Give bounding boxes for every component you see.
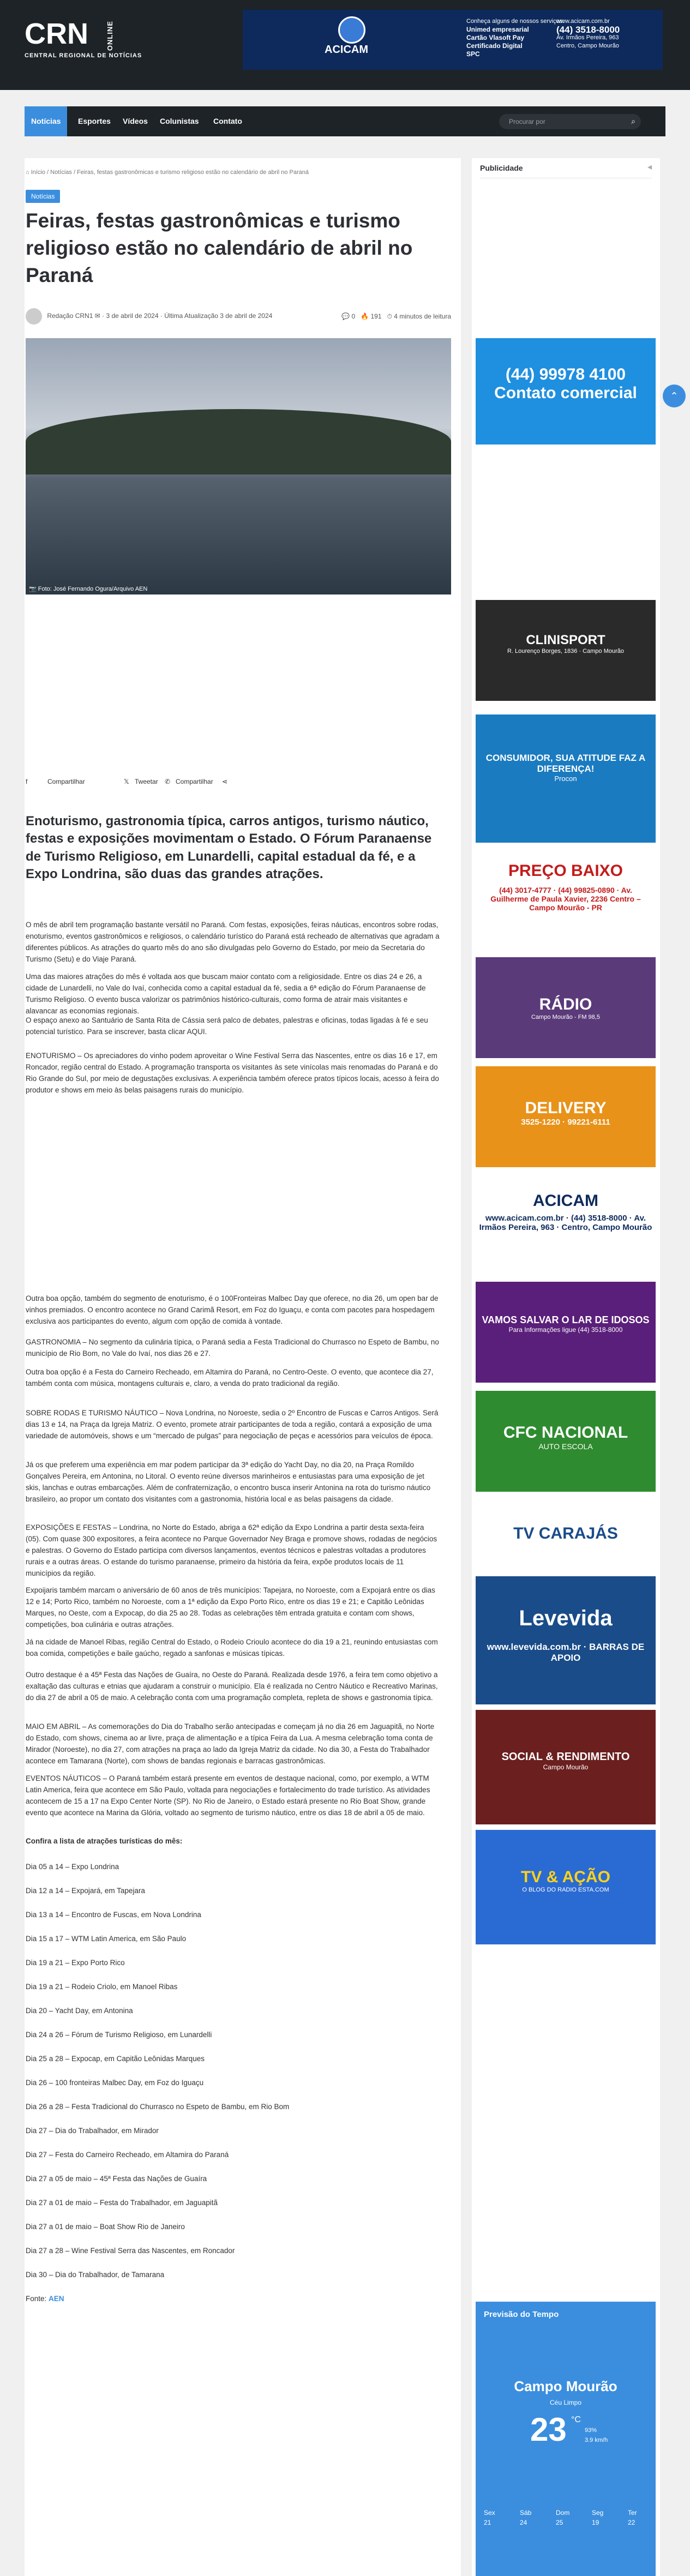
- ad-delivery[interactable]: DELIVERY 3525-1220 · 99221-6111: [476, 1066, 656, 1167]
- source-label: Fonte:: [26, 2295, 47, 2303]
- article-column: [25, 158, 461, 2576]
- ad-tv-acao[interactable]: TV & AÇÃO O BLOG DO RADIO ESTA.COM: [476, 1830, 656, 1944]
- sidebar-title: Publicidade: [480, 164, 523, 172]
- paragraph: SOBRE RODAS E TURISMO NÁUTICO – Nova Londrina, no Noroeste, sedia o 2º Encontro de Fuscas e Carros Antigos. Será dias 13 e 14, na Praça da Igreja Matriz. O evento, promete atrair participantes de toda a região, contará a exposição de uma variedade de automóveis, shows e um “mercado de pulgas” para negociação de peças e acessórios para veículos de época.: [26, 1409, 439, 1440]
- ad-clinisport[interactable]: CLINISPORT R. Lourenço Borges, 1836 · Campo Mourão: [476, 600, 656, 701]
- list-item: Dia 27 a 28 – Wine Festival Serra das Nascentes, em Roncador: [26, 2247, 235, 2255]
- list-item: Dia 26 a 28 – Festa Tradicional do Churrasco no Espeto de Bambu, em Rio Bom: [26, 2103, 290, 2111]
- nav-contato[interactable]: Contato: [213, 117, 242, 125]
- image-hills: [26, 409, 451, 475]
- breadcrumb[interactable]: ⌂ Início / Notícias / Feiras, festas gastronômicas e turismo religioso estão no calendário de abril no Paraná: [26, 169, 309, 176]
- scroll-to-top-icon[interactable]: ⌃: [663, 385, 686, 407]
- post-updated: Última Atualização 3 de abril de 2024: [164, 312, 273, 320]
- author-name[interactable]: Redação CRN1: [47, 312, 93, 320]
- share-facebook-button[interactable]: Compartilhar: [47, 778, 85, 785]
- ad-acicam[interactable]: ACICAM www.acicam.com.br · (44) 3518-8000 · Av. Irmãos Pereira, 963 · Centro, Campo Mourão: [476, 1175, 656, 1276]
- list-item: Dia 13 a 14 – Encontro de Fuscas, em Nova Londrina: [26, 1911, 201, 1919]
- twitter-icon[interactable]: 𝕏: [124, 778, 129, 785]
- nav-colunistas[interactable]: Colunistas: [160, 117, 199, 125]
- ad-contato-comercial[interactable]: (44) 99978 4100 Contato comercial: [476, 338, 656, 445]
- list-item: Dia 27 a 01 de maio – Boat Show Rio de Janeiro: [26, 2223, 185, 2231]
- site-header: [0, 0, 690, 90]
- list-item: Dia 19 a 21 – Rodeio Criolo, em Manoel Ribas: [26, 1983, 178, 1991]
- featured-image: [26, 338, 451, 595]
- paragraph: Já os que preferem uma experiência em mar podem participar da 3ª edição do Yacht Day, no dia 20, na Praça Romildo Gonçalves Pereira, em Antonina, no Litoral. O evento reúne diversos marinheiros e entusiastas para uma exposição de jet skis, lanchas e outras embarcações. Além de confraternização, o encontro busca inserir Antonina na rota do turismo náutico brasileiro, ao propor um contato dos visitantes com a gastronomia, história local e as belas paisagens da cidade.: [26, 1461, 431, 1503]
- logo-main: CRN: [25, 17, 88, 50]
- ad-lar-idosos[interactable]: VAMOS SALVAR O LAR DE IDOSOS Para Informações ligue (44) 3518-8000: [476, 1282, 656, 1383]
- list-item: Dia 25 a 28 – Expocap, em Capitão Leônidas Marques: [26, 2055, 205, 2063]
- category-badge[interactable]: Notícias: [26, 190, 60, 203]
- share-icon[interactable]: ⋖: [222, 778, 228, 785]
- main-nav: [25, 106, 665, 136]
- paragraph: Uma das maiores atrações do mês é voltada aos que buscam maior contato com a religiosidade. Entre os dias 24 e 26, a cidade de Lunardelli, no Vale do Ivaí, conhecida como a capital estadual da fé, sedia a 6ª edição do Fórum Paranaense de Turismo Religioso. O evento busca valorizar os patrimônios histórico-culturais, como forma de atrair mais visitantes e alavancar as economias regionais.: [26, 972, 426, 1015]
- list-item: Dia 26 – 100 fronteiras Malbec Day, em Foz do Iguaçu: [26, 2079, 204, 2087]
- list-item: Dia 20 – Yacht Day, em Antonina: [26, 2007, 133, 2015]
- list-item: Dia 30 – Dia do Trabalhador, de Tamarana: [26, 2271, 165, 2279]
- list-item: Dia 12 a 14 – Expojará, em Tapejara: [26, 1887, 145, 1895]
- paragraph: Outra boa opção, também do segmento de enoturismo, é o 100Fronteiras Malbec Day que oferece, no dia 26, um open bar de vinhos premiados. O encontro acontece no Grand Carimã Resort, em Foz do Iguaçu, e conta com pacotes para hospedagem exclusiva aos participantes do evento, algum com opção de comida à vontade.: [26, 1294, 439, 1325]
- post-date: 3 de abril de 2024: [106, 312, 159, 320]
- nav-noticias[interactable]: Notícias: [25, 106, 67, 136]
- ad-cfc-nacional[interactable]: CFC NACIONAL AUTO ESCOLA: [476, 1391, 656, 1492]
- logo-tagline: CENTRAL REGIONAL DE NOTÍCIAS: [25, 52, 142, 59]
- author-avatar[interactable]: [26, 308, 42, 325]
- list-item: Dia 27 a 05 de maio – 45ª Festa das Nações de Guaíra: [26, 2175, 207, 2183]
- photo-credit: 📷 Foto: José Fernando Ogura/Arquivo AEN: [29, 586, 148, 592]
- list-item: Dia 19 a 21 – Expo Porto Rico: [26, 1959, 125, 1967]
- paragraph: Outro destaque é a 45ª Festa das Nações de Guaíra, no Oeste do Paraná. Realizada desde 1976, a feira tem como objetivo a exaltação das culturas e etnias que ajudaram a construir o município. Ela é realizada no Centro Náutico e Recreativo Marinas, do dia 27 de abril a 05 de maio. A celebração conta com uma programação completa, repleta de shows e gastronomia típica.: [26, 1671, 438, 1702]
- list-item: Dia 27 a 01 de maio – Festa do Trabalhador, em Jaguapitã: [26, 2199, 218, 2207]
- list-item: Dia 27 – Dia do Trabalhador, em Mirador: [26, 2127, 159, 2135]
- paragraph: EVENTOS NÁUTICOS – O Paraná também estará presente em eventos de destaque nacional, como, por exemplo, a WTM Latin America, feira que acontece em São Paulo, voltada para negociações e fortalecimento do trade turístico. As atividades acontecem de 15 a 17 na Expo Center Norte (SP). No Rio de Janeiro, o Estado estará presente no Rio Boat Show, grande evento que acontece na Marina da Glória, voltado ao segmento de turismo náutico, entre os dias 18 de abril a 05 de maio.: [26, 1774, 430, 1817]
- acicam-seal-icon: [338, 16, 365, 44]
- ad-preco-baixo[interactable]: PREÇO BAIXO (44) 3017-4777 · (44) 99825-0890 · Av. Guilherme de Paula Xavier, 2236 Centro – Campo Mourão - PR: [476, 851, 656, 952]
- ad-radio[interactable]: RÁDIO Campo Mourão - FM 98,5: [476, 957, 656, 1058]
- nav-esportes[interactable]: Esportes: [78, 117, 111, 125]
- ad-brand: ACICAM: [325, 44, 368, 56]
- source-link[interactable]: AEN: [49, 2295, 64, 2303]
- weather-widget: Previsão do Tempo Campo Mourão Céu Limpo 23 °C 93% 3.9 km/h Sex 21 Sáb 24 Dom 25 Seg 19 Ter 22: [476, 2302, 656, 2576]
- weather-wind: 3.9 km/h: [585, 2437, 608, 2443]
- facebook-icon[interactable]: f: [26, 778, 28, 785]
- ad-services: Conheça alguns de nossos serviços: Unimed empresarial Cartão Vlasoft Pay Certificado Digital SPC: [466, 18, 565, 58]
- share-bar: [26, 776, 451, 790]
- list-item: Dia 24 a 26 – Fórum de Turismo Religioso, em Lunardelli: [26, 2031, 212, 2039]
- weather-city: Campo Mourão: [514, 2378, 617, 2394]
- whatsapp-icon[interactable]: ✆: [165, 778, 171, 785]
- search-input[interactable]: Procurar por: [499, 114, 641, 129]
- list-item: Dia 15 a 17 – WTM Latin America, em São Paulo: [26, 1935, 187, 1943]
- share-whatsapp-button[interactable]: Compartilhar: [176, 778, 213, 785]
- sidebar: [472, 158, 660, 2576]
- ad-procon[interactable]: CONSUMIDOR, SUA ATITUDE FAZ A DIFERENÇA! Procon: [476, 714, 656, 843]
- page-title: Feiras, festas gastronômicas e turismo religioso estão no calendário de abril no Paraná: [26, 209, 413, 286]
- paragraph: MAIO EM ABRIL – As comemorações do Dia do Trabalho serão antecipadas e começam já no dia 26 em Jaguapitã, no Norte do Estado, com shows, cinema ao ar livre, praça de alimentação e a típica Feira da Lua. A mesma celebração toma conta de Mirador (Noroeste), no dia 27, com atrações na praça ao lado da Igreja Matriz da cidade. No dia 30, a Festa do Trabalhador acontece em Tamarana (Norte), com shows de bandas regionais e barracas gastronômicas.: [26, 1722, 435, 1765]
- weather-desc: Céu Limpo: [549, 2399, 582, 2406]
- ad-tv-carajas[interactable]: TV CARAJÁS: [476, 1500, 656, 1571]
- paragraph: GASTRONOMIA – No segmento da culinária típica, o Paraná sedia a Festa Tradicional do Churrasco no Espeto de Bambu, no município de Rio Bom, no Vale do Ivaí, nos dias 26 e 27.: [26, 1338, 439, 1358]
- weather-temp: 23: [530, 2411, 567, 2448]
- collapse-icon[interactable]: ◂: [647, 163, 652, 172]
- site-logo[interactable]: [25, 17, 142, 59]
- paragraph: ENOTURISMO – Os apreciadores do vinho podem aproveitar o Wine Festival Serra das Nascentes, entre os dias 16 e 17, em Roncador, região central do Estado. A programação transporta os visitantes às sete vinícolas mais renomadas do Paraná e do Rio Grande do Sul, por meio de degustações exclusivas. A experiência também oferece pratos típicos locais, acesso à feira do produtor e shows em meio às belas paisagens rurais do município.: [26, 1052, 439, 1094]
- list-item: Dia 05 a 14 – Expo Londrina: [26, 1863, 119, 1871]
- paragraph: Já na cidade de Manoel Ribas, região Central do Estado, o Rodeio Crioulo acontece do dia 19 a 21, reunindo entusiastas com boa comida, competições e baile gaúcho, regado a sanfonas e músicas típicas.: [26, 1638, 438, 1658]
- comments-icon: 💬: [341, 313, 350, 320]
- list-title: Confira a lista de atrações turísticas do mês:: [26, 1837, 183, 1845]
- camera-icon: 📷: [29, 586, 37, 592]
- paragraph: O espaço anexo ao Santuário de Santa Rita de Cássia será palco de debates, palestras e oficinas, todas ligadas à fé e seu potencial turístico. Para se inscrever, basta clicar AQUI.: [26, 1016, 428, 1036]
- paragraph: EXPOSIÇÕES E FESTAS – Londrina, no Norte do Estado, abriga a 62ª edição da Expo Londrina a partir desta sexta-feira (05). Com quase 300 expositores, a feira acontece no Parque Governador Ney Braga e promove shows, rodadas de negócios e palestras. O Governo do Estado participa com diversos lançamentos, eventos técnicos e palestras voltadas a produtores rurais e a outras áreas. O estande do turismo paranaense, primeiro da história da feira, expõe produtos locais de 11 municípios da região.: [26, 1523, 437, 1577]
- post-meta: Redação CRN1 ✉ · 3 de abril de 2024 · Última Atualização 3 de abril de 2024 💬 0 🔥 191 ⏱ 4 minutos de leitura: [26, 308, 451, 325]
- article-lead: Enoturismo, gastronomia típica, carros antigos, turismo náutico, festas e exposições movimentam o Estado. O Fórum Paranaense de Turismo Religioso, em Lunardelli, capital estadual da fé, e a Expo Londrina, são duas das grandes atrações.: [26, 814, 432, 882]
- source-line: [26, 2295, 64, 2303]
- ad-levevida[interactable]: Levevida www.levevida.com.br · BARRAS DE APOIO: [476, 1576, 656, 1704]
- ad-contact: www.acicam.com.br (44) 3518-8000 Av. Irmãos Pereira, 963 Centro, Campo Mourão: [556, 18, 620, 49]
- list-item: Dia 27 – Festa do Carneiro Recheado, em Altamira do Paraná: [26, 2151, 229, 2159]
- weather-unit: °C: [571, 2415, 581, 2424]
- header-ad-banner[interactable]: [243, 10, 663, 70]
- search-icon[interactable]: ⌕: [631, 117, 635, 125]
- weather-title: Previsão do Tempo: [484, 2310, 559, 2319]
- paragraph: O mês de abril tem programação bastante versátil no Paraná. Com festas, exposições, feiras náuticas, encontros sobre rodas, enoturismo, eventos gastronômicos e religiosos, o calendário turístico do Paraná está recheado de alternativas que agradam a diferentes públicos. As atrações do quarto mês do ano são divulgadas pelo Governo do Estado, por meio da Secretaria do Turismo (Setu) e do Viaje Paraná.: [26, 921, 440, 963]
- share-twitter-button[interactable]: Tweetar: [135, 778, 158, 785]
- nav-videos[interactable]: Vídeos: [123, 117, 148, 125]
- views-icon: 🔥: [361, 313, 369, 320]
- ad-social-rendimento[interactable]: SOCIAL & RENDIMENTO Campo Mourão: [476, 1710, 656, 1824]
- weather-humidity: 93%: [585, 2427, 597, 2434]
- paragraph: Expoijaris também marcam o aniversário de 60 anos de três municípios: Tapejara, no Noroeste, com a Expojará entre os dias 12 e 14; Porto Rico, também no Noroeste, com a 1ª edição da Expo Porto Rico, entre os dias 19 e 21; e Capitão Leônidas Marques, no Oeste, com a Expocap, do dia 25 ao 28. Todas as celebrações têm entrada gratuita e contam com shows, competições, boa culinária e outras atrações.: [26, 1586, 435, 1629]
- read-time-icon: ⏱: [387, 313, 392, 320]
- logo-online: ONLINE: [106, 21, 114, 51]
- paragraph: Outra boa opção é a Festa do Carneiro Recheado, em Altamira do Paraná, no Centro-Oeste. O evento, que acontece dia 27, também conta com música, montagens culturais e, claro, a venda do prato tradicional da região.: [26, 1368, 434, 1388]
- post-stats: 💬 0 🔥 191 ⏱ 4 minutos de leitura: [341, 313, 451, 320]
